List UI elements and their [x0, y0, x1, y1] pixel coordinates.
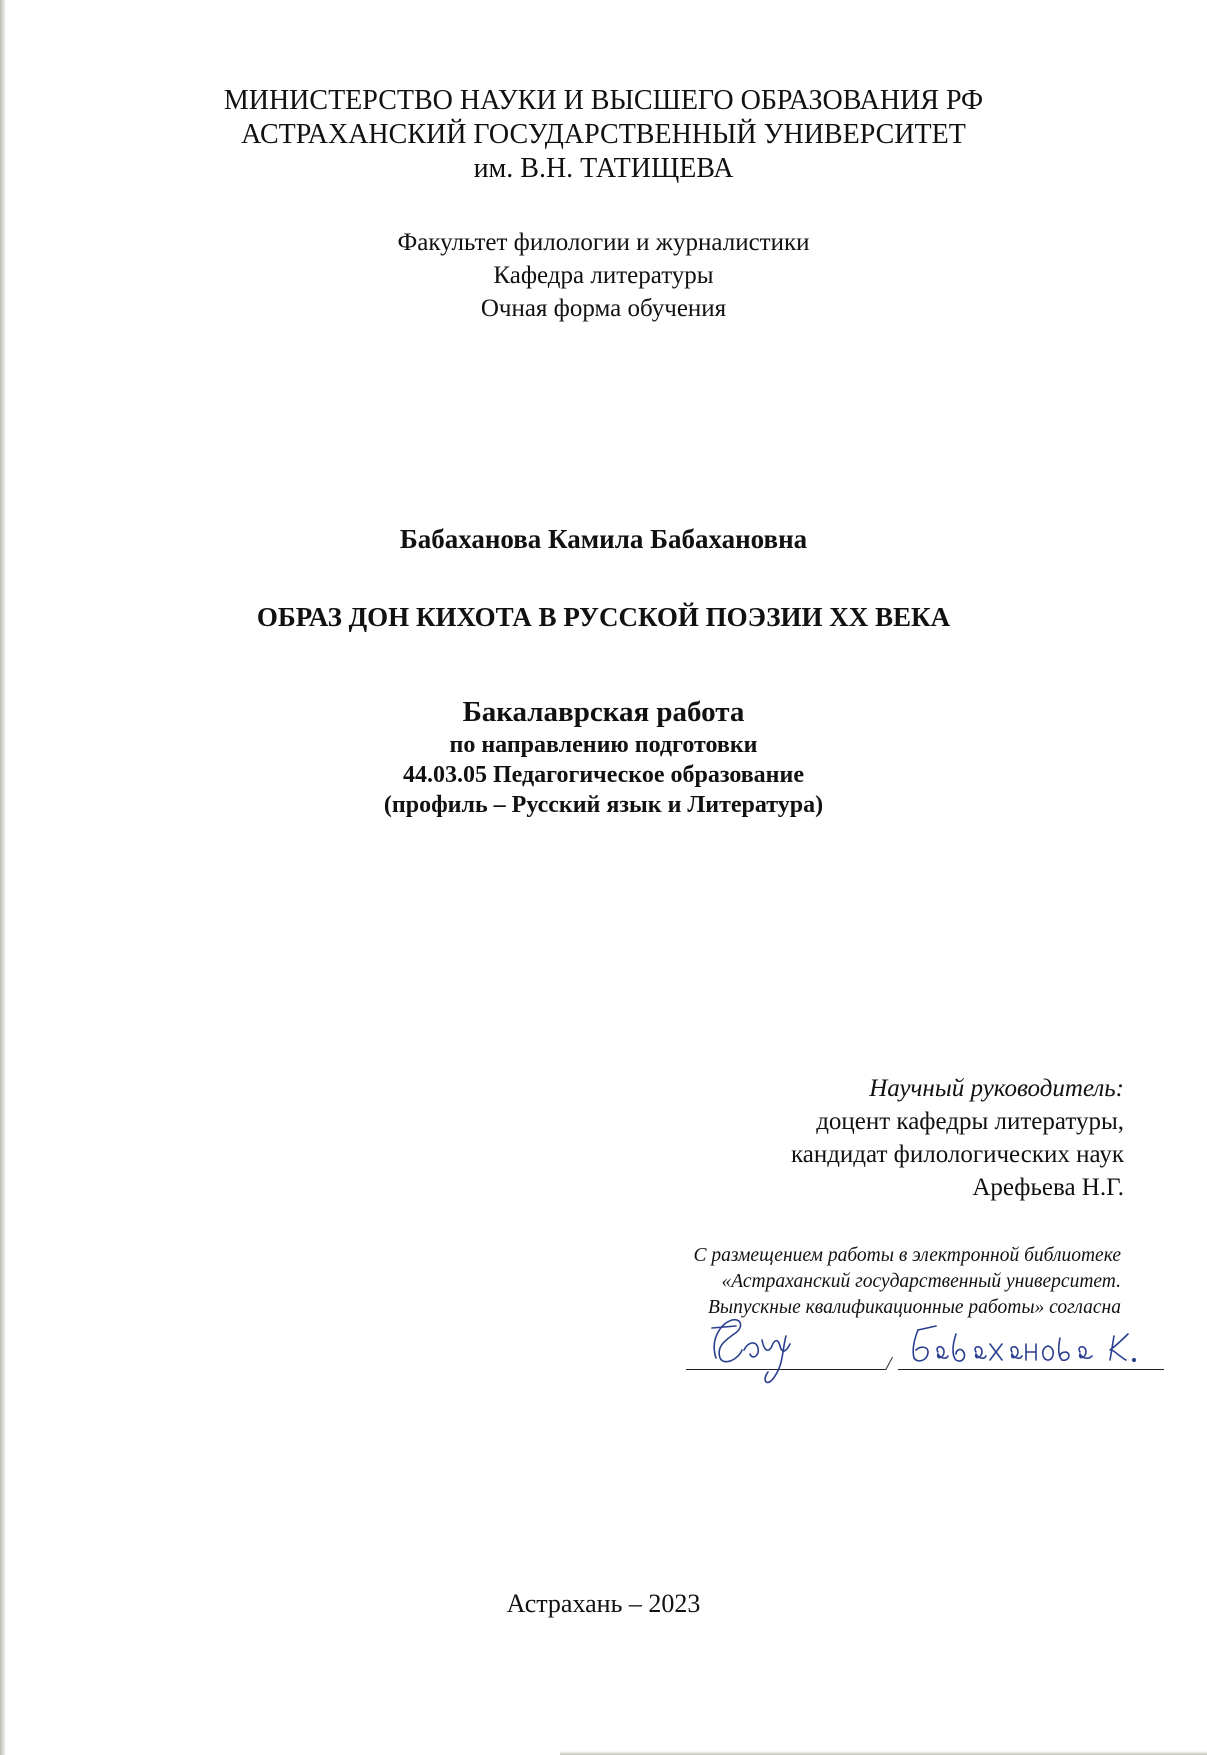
profile-line: (профиль – Русский язык и Литература) [383, 792, 824, 818]
direction-line: по направлению подготовки [449, 732, 758, 758]
supervisor-name: Арефьева Н.Г. [972, 1174, 1124, 1201]
consent-line: С размещением работы в электронной библиотеке [693, 1245, 1121, 1266]
handwritten-signature [686, 1310, 1164, 1390]
supervisor-block [791, 1072, 1124, 1204]
consent-line: Выпускные квалификационные работы» согласна [707, 1297, 1121, 1318]
supervisor-position: доцент кафедры литературы, [816, 1108, 1124, 1135]
program-code-line: 44.03.05 Педагогическое образование [403, 762, 804, 788]
thesis-title: ОБРАЗ ДОН КИХОТА В РУССКОЙ ПОЭЗИИ XX ВЕКА [256, 602, 951, 632]
city-year: Астрахань – 2023 [506, 1589, 701, 1618]
signature-separator: / [886, 1353, 892, 1375]
scan-edge-bottom [560, 1751, 1207, 1755]
work-description [0, 694, 1207, 820]
signature-row [686, 1322, 1164, 1382]
consent-line: «Астраханский государственный университет. [721, 1271, 1121, 1292]
faculty-line: Факультет филологии и журналистики [397, 229, 810, 256]
supervisor-degree: кандидат филологических наук [790, 1141, 1124, 1168]
university-name-line: им. В.Н. ТАТИЩЕВА [473, 153, 734, 184]
supervisor-label: Научный руководитель: [869, 1075, 1124, 1102]
ministry-header [0, 84, 1207, 186]
study-form-line: Очная форма обучения [480, 295, 727, 322]
ministry-line: МИНИСТЕРСТВО НАУКИ И ВЫСШЕГО ОБРАЗОВАНИЯ РФ [223, 85, 984, 116]
department-line: Кафедра литературы [493, 262, 714, 289]
author-name: Бабаханова Камила Бабахановна [399, 524, 808, 554]
faculty-block [0, 226, 1207, 325]
work-type: Бакалаврская работа [462, 696, 745, 728]
university-line: АСТРАХАНСКИЙ ГОСУДАРСТВЕННЫЙ УНИВЕРСИТЕТ [241, 119, 966, 150]
